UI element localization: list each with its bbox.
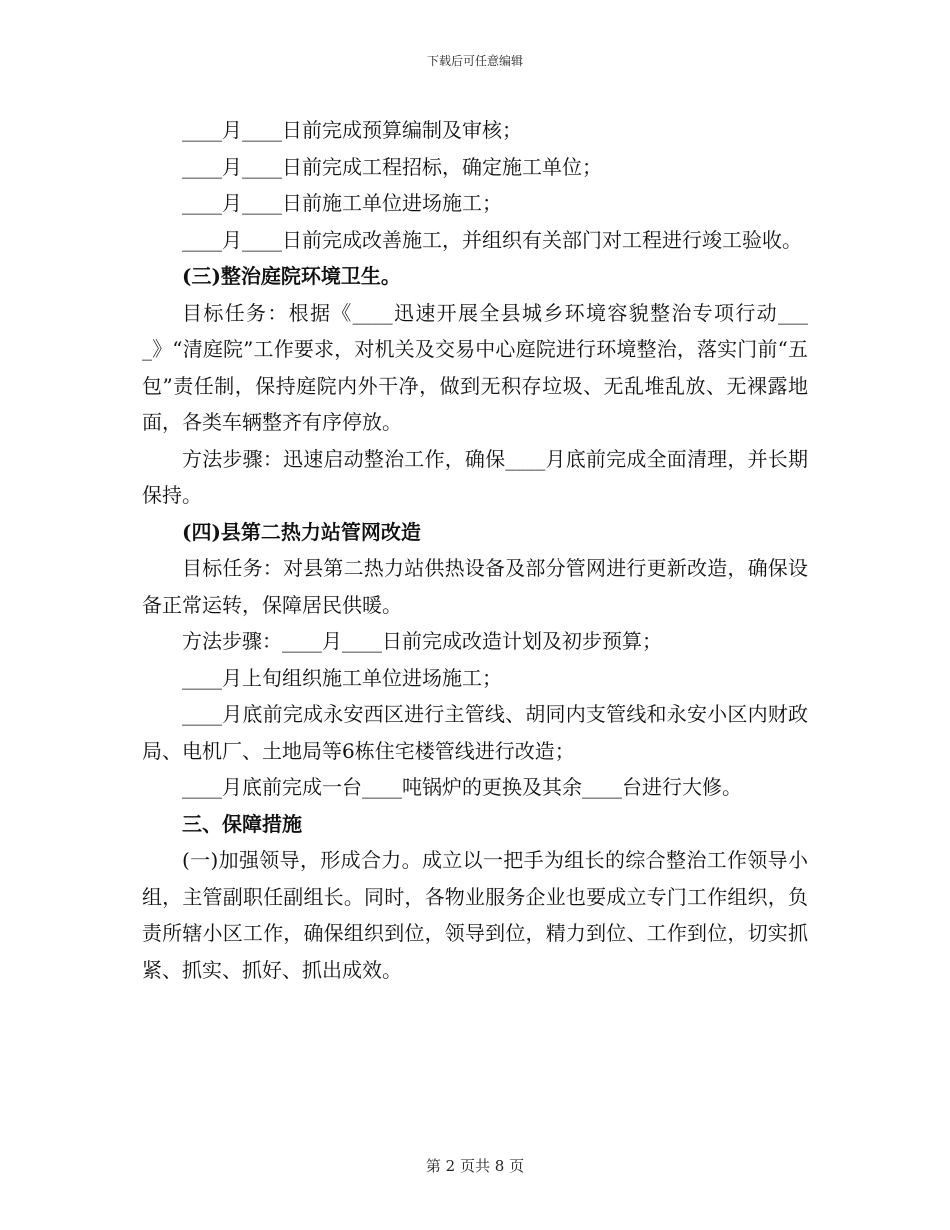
page-header: 下载后可任意编辑 (426, 54, 523, 68)
paragraph-heating-target: 目标任务：对县第二热力站供热设备及部分管网进行更新改造，确保设备正常运转，保障居民供暖。 (142, 556, 808, 617)
section-heading-courtyard: (三)整治庭院环境卫生。 (182, 264, 401, 288)
section-heading-heating: (四)县第二热力站管网改造 (182, 519, 421, 544)
paragraph-construction-entry: ____月____日前施工单位进场施工； (182, 191, 502, 215)
paragraph-budget: ____月____日前完成预算编制及审核； (182, 118, 522, 142)
section-heading-safeguards: 三、保障措施 (182, 811, 302, 836)
document-body (142, 112, 808, 988)
paragraph-acceptance: ____月____日前完成改善施工，并组织有关部门对工程进行竣工验收。 (182, 227, 802, 252)
paragraph-courtyard-method: 方法步骤：迅速启动整治工作，确保____月底前完成全面清理，并长期保持。 (142, 446, 808, 507)
paragraph-courtyard-target: 目标任务：根据《____迅速开展全县城乡环境容貌整治专项行动____》“清庭院”工作要求，对机关及交易中心庭院进行环境整治，落实门前“五包”责任制，保持庭院内外干净，做到无积存垃圾、无乱堆乱放、无裸露地面，各类车辆整齐有序停放。 (142, 300, 808, 434)
paragraph-heating-pipeline: ____月底前完成永安西区进行主管线、胡同内支管线和永安小区内财政局、电机厂、土地局等6栋住宅楼管线进行改造； (142, 702, 808, 763)
paragraph-bidding: ____月____日前完成工程招标，确定施工单位； (182, 154, 602, 179)
page-footer: 第 2 页共 8 页 (425, 1157, 525, 1175)
paragraph-leadership: (一)加强领导，形成合力。成立以一把手为组长的综合整治工作领导小组，主管副职任副组长。同时，各物业服务企业也要成立专门工作组织，负责所辖小区工作，确保组织到位，领导到位，精力到位、工作到位，切实抓紧、抓实、抓好、抓出成效。 (142, 848, 808, 982)
paragraph-heating-method: 方法步骤：____月____日前完成改造计划及初步预算； (182, 629, 662, 653)
paragraph-heating-entry: ____月上旬组织施工单位进场施工； (182, 665, 502, 690)
paragraph-heating-boiler: ____月底前完成一台____吨锅炉的更换及其余____台进行大修。 (182, 775, 742, 799)
